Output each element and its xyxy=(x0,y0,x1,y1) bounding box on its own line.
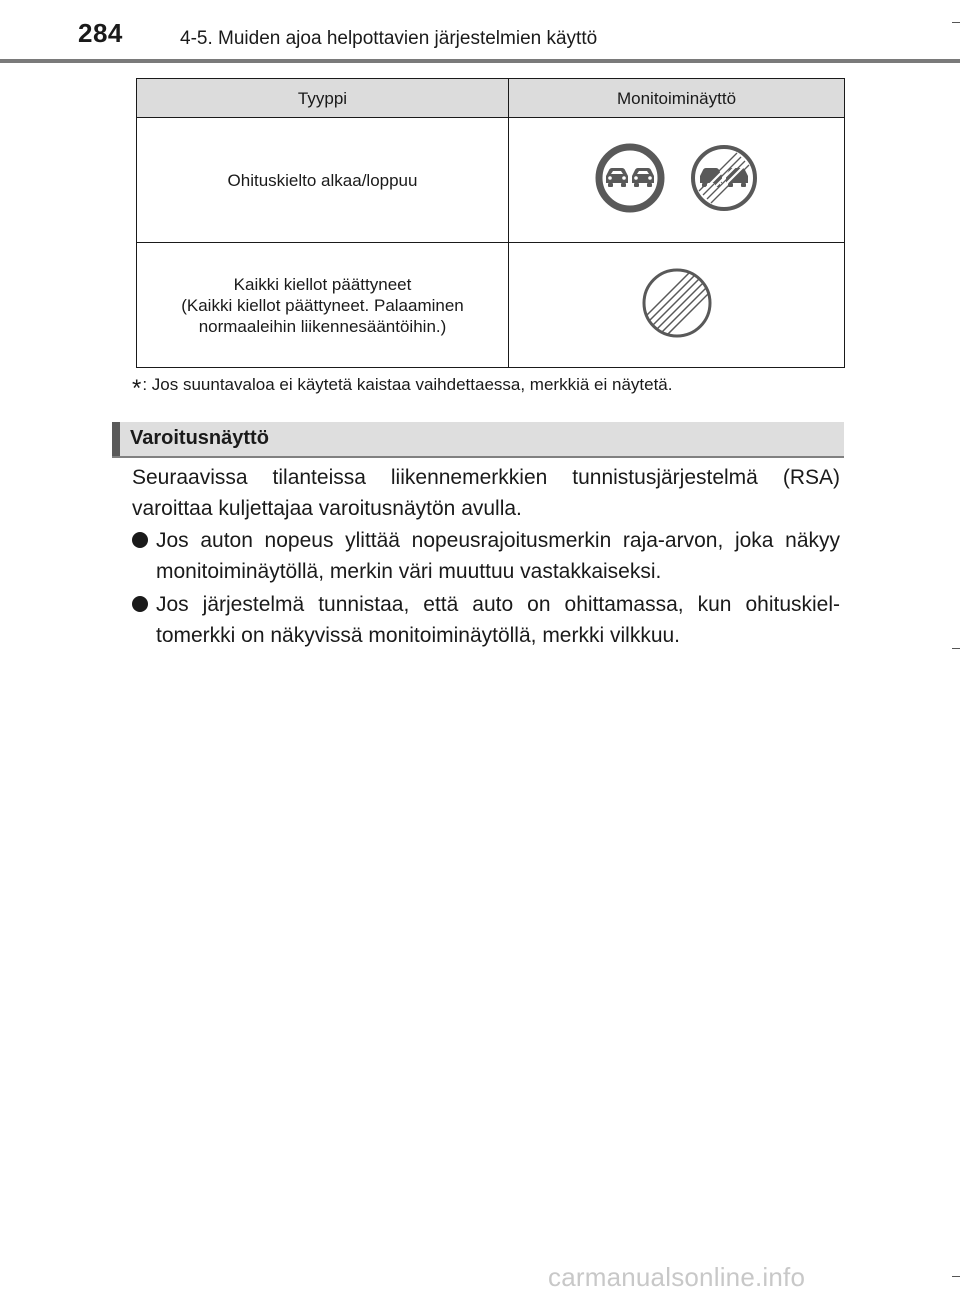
table-footnote xyxy=(132,375,672,403)
list-item-text: Jos auton nopeus ylittää nopeusrajoitusmerkin raja-arvon, joka näkyy monitoiminäytöllä, merkin väri muuttuu vastakkaiseksi. xyxy=(156,529,840,583)
crop-mark xyxy=(952,1276,960,1277)
section-header-bar xyxy=(112,422,120,456)
section-title: Varoitusnäyttö xyxy=(130,427,269,449)
intro-paragraph: Seuraavissa tilanteissa liikennemerkkien tunnistusjärjestelmä (RSA) varoittaa kuljettajaa varoitusnäytön avulla. xyxy=(132,466,840,520)
list-item xyxy=(132,525,840,587)
chapter-title: 4-5. Muiden ajoa helpottavien järjestelmien käyttö xyxy=(180,28,598,49)
display-cell xyxy=(509,243,845,368)
bullet-dot-icon xyxy=(132,596,148,612)
table-header-row xyxy=(137,79,845,118)
header-rule xyxy=(0,59,960,63)
footnote-marker: * xyxy=(132,375,142,402)
page-number: 284 xyxy=(78,18,123,48)
no-overtaking-sign-icon xyxy=(595,143,665,213)
type-cell-line: Kaikki kiellot päättyneet xyxy=(233,274,412,294)
end-of-no-overtaking-sign-icon xyxy=(689,143,759,213)
table-row xyxy=(137,243,845,368)
sign-table xyxy=(136,78,845,368)
type-cell xyxy=(137,243,509,368)
table-row xyxy=(137,118,845,243)
list-item xyxy=(132,589,840,651)
footnote-text: : Jos suuntavaloa ei käytetä kaistaa vaihdettaessa, merkkiä ei näytetä. xyxy=(142,375,673,394)
section-header xyxy=(112,422,844,458)
column-header-display: Monitoiminäyttö xyxy=(509,79,845,118)
watermark: carmanualsonline.info xyxy=(548,1262,806,1292)
column-header-type: Tyyppi xyxy=(137,79,509,118)
crop-mark xyxy=(952,22,960,23)
type-cell-line: normaaleihin liikennesääntöihin.) xyxy=(198,316,447,336)
type-cell: Ohituskielto alkaa/loppuu xyxy=(137,118,509,243)
display-cell xyxy=(509,118,845,243)
end-of-all-restrictions-sign-icon xyxy=(641,267,713,339)
list-item-text: Jos järjestelmä tunnistaa, että auto on ohittamassa, kun ohituskiel-tomerkki on näkyvissä monitoiminäytöllä, merkki vilkkuu. xyxy=(156,593,840,647)
type-cell-line: (Kaikki kiellot päättyneet. Palaaminen xyxy=(181,295,464,315)
bullet-dot-icon xyxy=(132,532,148,548)
crop-mark xyxy=(952,648,960,649)
